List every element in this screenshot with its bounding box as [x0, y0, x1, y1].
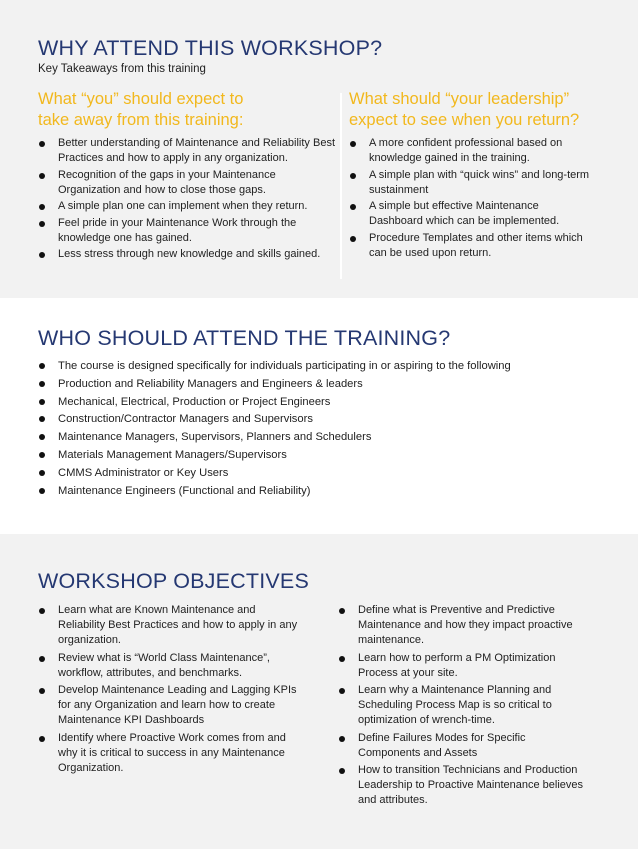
- objectives-right-list: [338, 603, 588, 811]
- bullet-icon: [39, 381, 45, 387]
- bullet-icon: [339, 736, 345, 742]
- you-expect-list: [38, 136, 338, 264]
- list-item: A more confident professional based on knowledge gained in the training.: [349, 136, 595, 166]
- why-attend-title: WHY ATTEND THIS WORKSHOP?: [38, 36, 383, 60]
- list-item: A simple plan one can implement when they return.: [38, 199, 338, 214]
- list-item: A simple but effective Maintenance Dashboard which can be implemented.: [349, 199, 595, 229]
- list-item: Maintenance Engineers (Functional and Reliability): [38, 483, 618, 501]
- bullet-icon: [39, 470, 45, 476]
- you-expect-heading: [38, 89, 243, 131]
- list-item: Define what is Preventive and Predictive Maintenance and how they impact proactive maintenance.: [338, 603, 588, 648]
- bullet-icon: [339, 768, 345, 774]
- list-item: CMMS Administrator or Key Users: [38, 465, 618, 483]
- list-item: Define Failures Modes for Specific Components and Assets: [338, 731, 588, 761]
- bullet-icon: [350, 236, 356, 242]
- list-item: Better understanding of Maintenance and Reliability Best Practices and how to apply in any organization.: [38, 136, 338, 166]
- list-item: Less stress through new knowledge and skills gained.: [38, 247, 338, 262]
- bullet-icon: [39, 416, 45, 422]
- why-attend-subtitle: Key Takeaways from this training: [38, 63, 206, 75]
- list-item: Learn what are Known Maintenance and Reliability Best Practices and how to apply in any organization.: [38, 603, 300, 648]
- bullet-icon: [339, 688, 345, 694]
- list-item: Procedure Templates and other items which can be used upon return.: [349, 231, 595, 261]
- list-item: Develop Maintenance Leading and Lagging KPIs for any Organization and learn how to create Maintenance KPI Dashboards: [38, 683, 300, 728]
- bullet-icon: [350, 141, 356, 147]
- list-item: Feel pride in your Maintenance Work through the knowledge one has gained.: [38, 216, 338, 246]
- who-should-attend-section: [0, 298, 638, 534]
- who-should-attend-list: [38, 358, 618, 500]
- list-item: How to transition Technicians and Production Leadership to Proactive Maintenance believes and attributes.: [338, 763, 588, 808]
- bullet-icon: [39, 221, 45, 227]
- objectives-left-list: [38, 603, 300, 778]
- bullet-icon: [39, 434, 45, 440]
- you-expect-heading-line: What “you” should expect to: [38, 90, 244, 108]
- list-item: Mechanical, Electrical, Production or Project Engineers: [38, 394, 618, 412]
- leadership-expect-heading: [349, 89, 579, 131]
- bullet-icon: [39, 656, 45, 662]
- list-item: Review what is “World Class Maintenance”, workflow, attributes, and benchmarks.: [38, 651, 300, 681]
- list-item: A simple plan with “quick wins” and long-term sustainment: [349, 168, 595, 198]
- bullet-icon: [350, 173, 356, 179]
- bullet-icon: [39, 736, 45, 742]
- list-item: Identify where Proactive Work comes from and why it is critical to success in any Maintenance Organization.: [38, 731, 300, 776]
- bullet-icon: [39, 204, 45, 210]
- bullet-icon: [39, 452, 45, 458]
- list-item: Maintenance Managers, Supervisors, Planners and Schedulers: [38, 429, 618, 447]
- bullet-icon: [39, 252, 45, 258]
- bullet-icon: [339, 656, 345, 662]
- leadership-expect-heading-line: What should “your leadership”: [349, 90, 570, 108]
- who-should-attend-title: WHO SHOULD ATTEND THE TRAINING?: [38, 326, 451, 350]
- bullet-icon: [39, 399, 45, 405]
- leadership-expect-list: [349, 136, 595, 262]
- bullet-icon: [39, 688, 45, 694]
- workshop-objectives-title: WORKSHOP OBJECTIVES: [38, 569, 310, 593]
- workshop-objectives-section: [0, 534, 638, 849]
- bullet-icon: [39, 141, 45, 147]
- list-item: Recognition of the gaps in your Maintenance Organization and how to close those gaps.: [38, 168, 338, 198]
- list-item: Learn why a Maintenance Planning and Scheduling Process Map is so critical to optimization of wrench-time.: [338, 683, 588, 728]
- why-attend-section: [0, 0, 638, 298]
- list-item: Learn how to perform a PM Optimization Process at your site.: [338, 651, 588, 681]
- bullet-icon: [39, 173, 45, 179]
- bullet-icon: [39, 363, 45, 369]
- list-item: Materials Management Managers/Supervisors: [38, 447, 618, 465]
- list-item: Production and Reliability Managers and Engineers & leaders: [38, 376, 618, 394]
- bullet-icon: [350, 204, 356, 210]
- bullet-icon: [39, 608, 45, 614]
- bullet-icon: [339, 608, 345, 614]
- leadership-expect-heading-line: expect to see when you return?: [349, 111, 580, 129]
- list-item: The course is designed specifically for individuals participating in or aspiring to the following: [38, 358, 618, 376]
- list-item: Construction/Contractor Managers and Supervisors: [38, 411, 618, 429]
- you-expect-heading-line: take away from this training:: [38, 111, 244, 129]
- bullet-icon: [39, 488, 45, 494]
- column-divider: [340, 93, 342, 279]
